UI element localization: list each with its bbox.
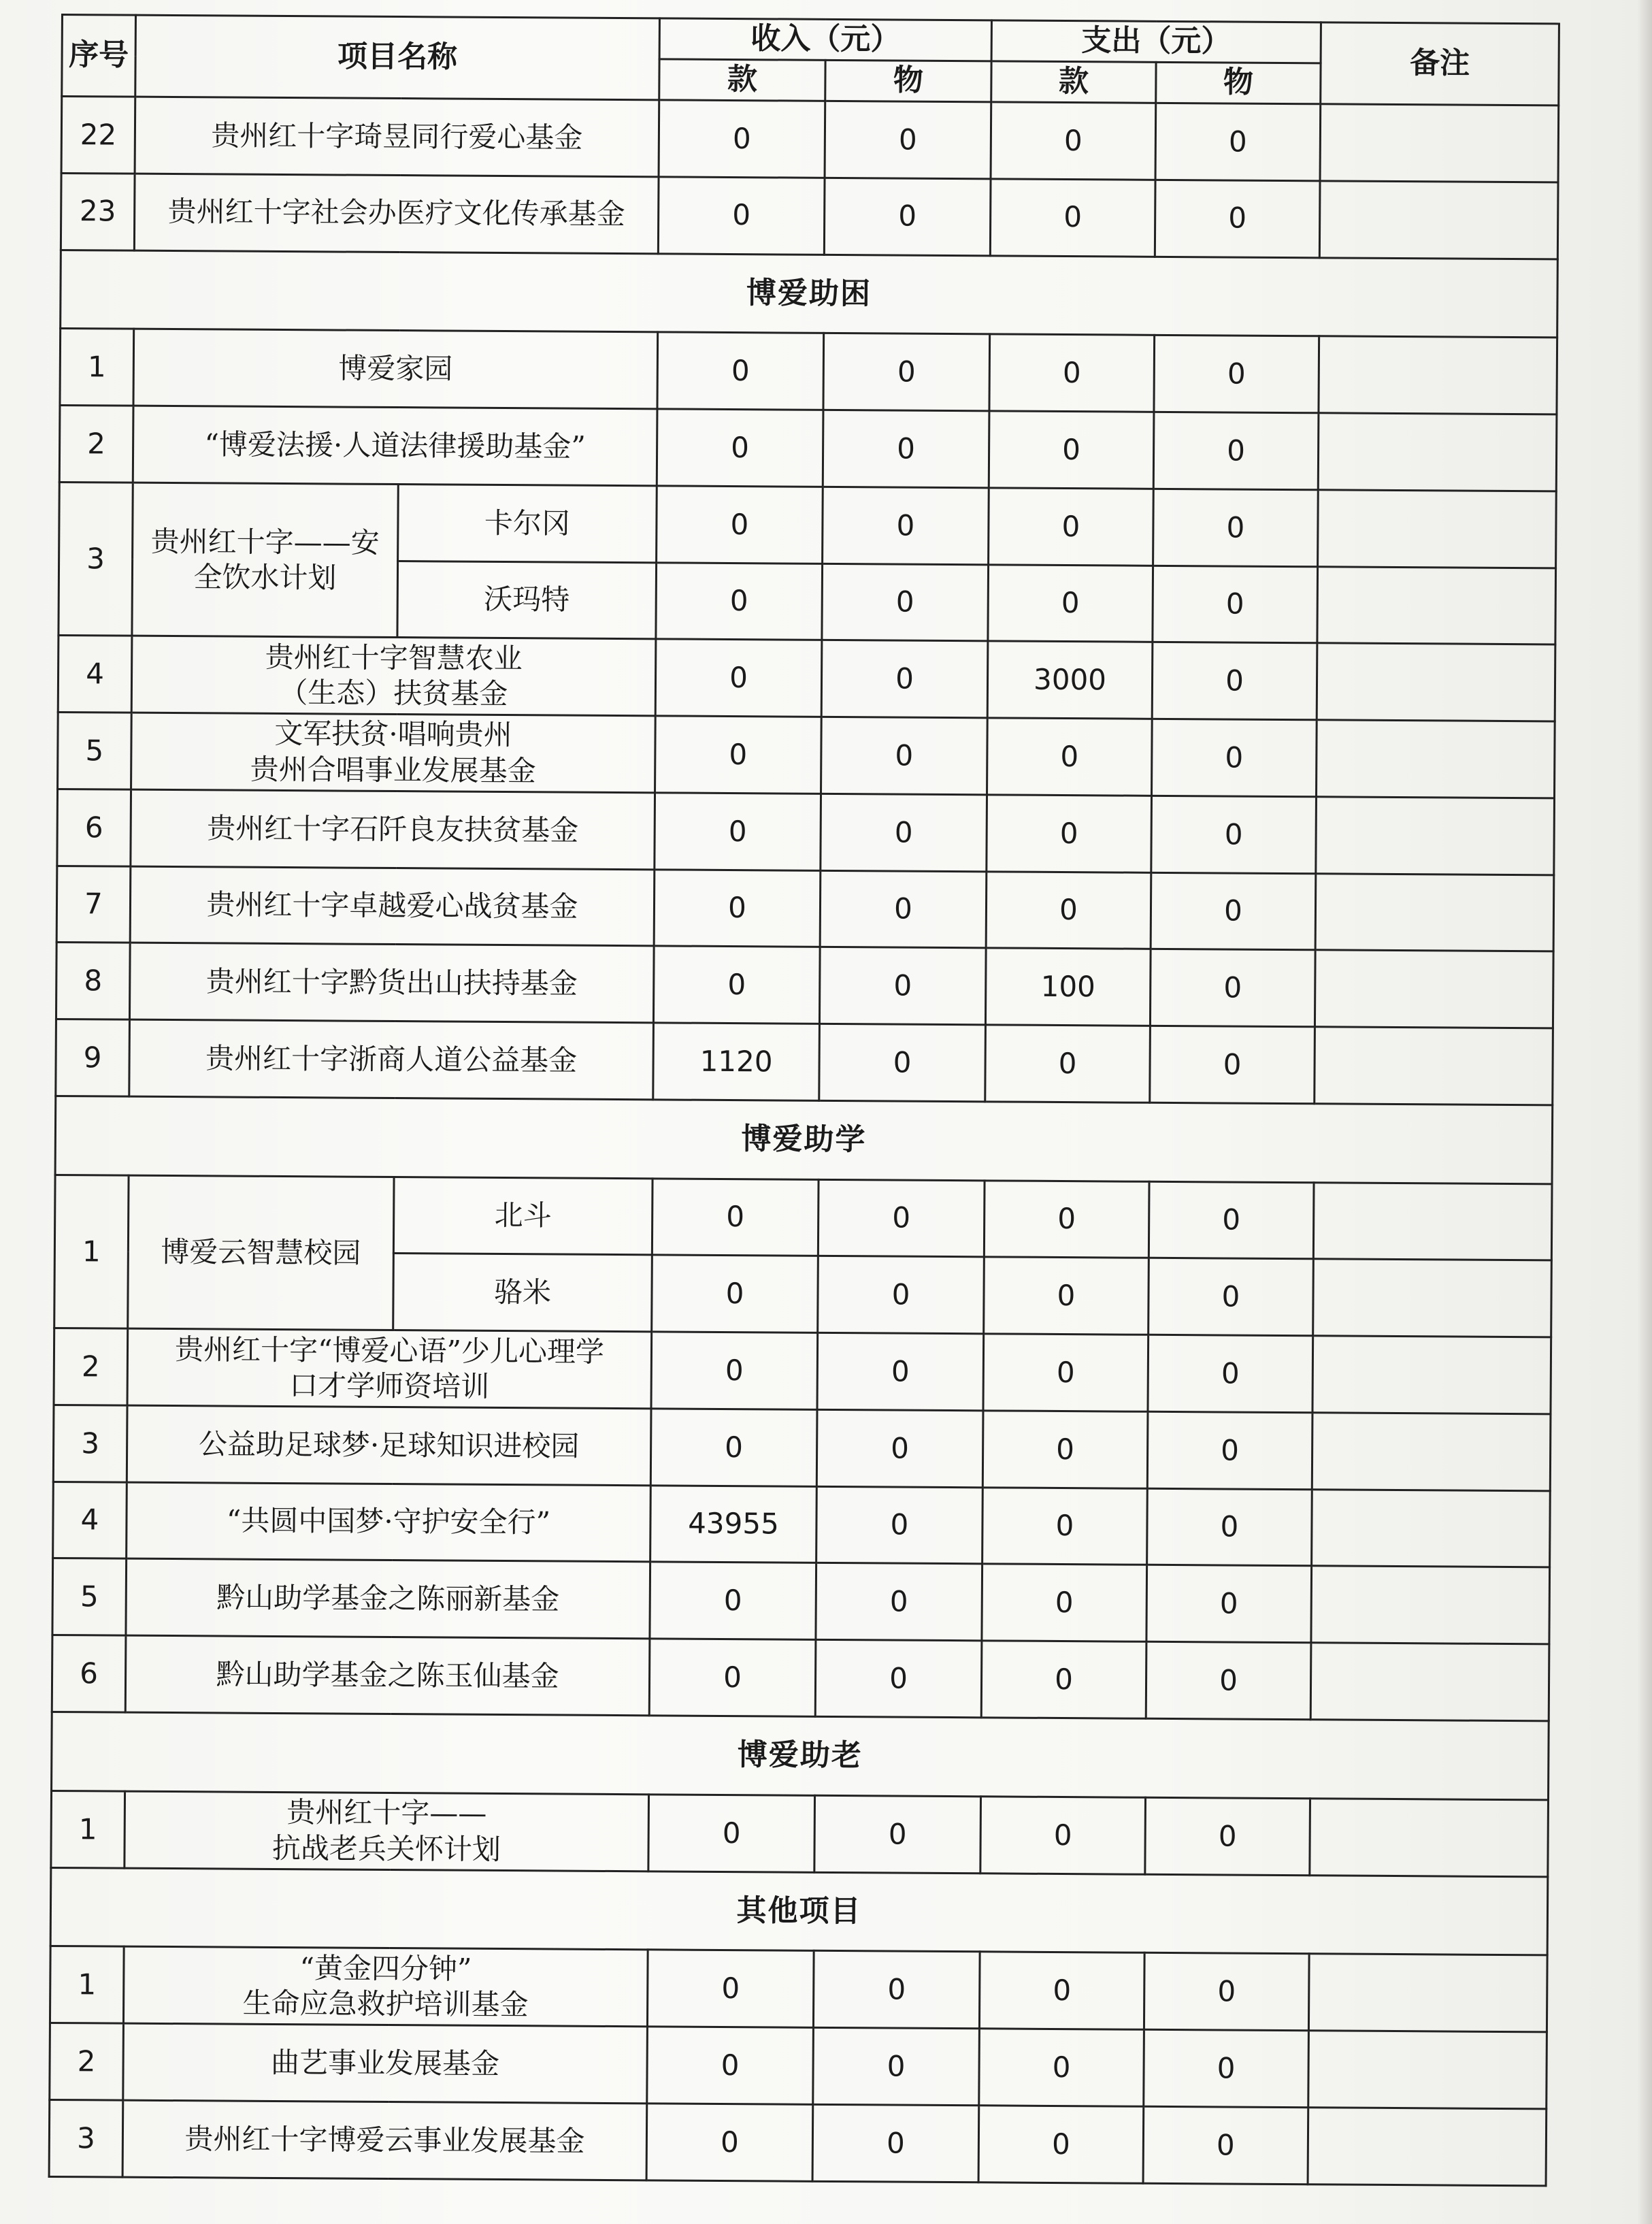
row-seq: 8 [56,943,130,1019]
income-goods: 0 [821,794,987,871]
income-cash: 0 [655,716,822,794]
row-project-name [131,636,656,716]
income-cash: 0 [652,1255,819,1332]
table-row [61,97,1559,182]
row-project-name [123,1947,648,2027]
section-header-poverty [61,250,1558,338]
row-seq: 1 [54,1175,129,1328]
income-goods: 0 [816,1409,983,1487]
remark-cell [1318,413,1557,491]
row-seq: 1 [50,1946,124,2023]
expense-goods: 0 [1151,796,1317,873]
row-seq: 7 [56,866,131,943]
row-project-name: “博爱法援·人道法律援助基金” [133,406,657,485]
row-seq: 3 [59,482,133,636]
name-line-2: 抗战老兵关怀计划 [271,1831,501,1866]
name-line-2: 全饮水计划 [193,560,337,595]
table-row [56,866,1554,951]
row-project-name: 贵州红十字博爱云事业发展基金 [122,2100,647,2180]
expense-goods: 0 [1150,949,1315,1027]
row-seq: 2 [50,2023,124,2100]
expense-goods: 0 [1147,1411,1312,1489]
income-goods: 0 [818,1256,985,1334]
name-line-1: 文军扶贫·唱响贵州 [274,717,512,752]
row-project-name [125,1791,649,1871]
header-income-cash: 款 [659,59,825,101]
sub-project-name: 沃玛特 [397,561,657,639]
table-row [51,1790,1549,1876]
income-goods: 0 [820,870,987,948]
header-income: 收入（元） [659,18,991,61]
expense-cash: 0 [982,1564,1147,1641]
remark-cell [1316,797,1555,875]
remark-cell [1313,1259,1552,1337]
income-goods: 0 [823,487,989,564]
name-line-2: 口才学师资培训 [289,1369,490,1403]
section-title: 博爱助学 [55,1096,1553,1183]
row-project-name [127,1328,652,1408]
header-remark: 备注 [1321,22,1559,105]
table-row [58,713,1555,798]
expense-goods: 0 [1155,180,1320,257]
remark-cell [1308,1954,1547,2032]
expense-goods: 0 [1153,566,1318,643]
remark-cell [1308,2108,1547,2186]
row-project-name: 博爱家园 [133,329,658,409]
expense-cash: 100 [985,948,1151,1026]
income-cash: 0 [651,1332,818,1409]
row-project-name: 黔山助学基金之陈玉仙基金 [125,1635,650,1715]
income-goods: 0 [821,717,988,794]
income-cash: 0 [648,1795,815,1872]
table-row [60,329,1557,414]
income-cash: 0 [654,869,821,947]
row-project-name: 贵州红十字浙商人道公益基金 [129,1019,654,1099]
row-seq: 2 [54,1328,128,1405]
table-row [54,1175,1552,1260]
income-goods: 0 [823,333,990,411]
remark-cell [1311,1566,1550,1644]
remark-cell [1317,566,1556,644]
row-seq: 9 [56,1019,130,1096]
income-goods: 0 [823,410,989,487]
expense-cash: 0 [989,411,1154,489]
table-row [58,636,1555,721]
income-cash: 0 [650,1562,816,1639]
row-project-name: 博爱云智慧校园 [128,1175,394,1330]
row-project-name: 贵州红十字社会办医疗文化传承基金 [134,174,659,253]
expense-cash: 0 [982,1488,1148,1565]
expense-cash: 0 [982,1411,1148,1488]
sub-project-name: 骆米 [393,1254,652,1332]
table-row [53,1482,1551,1567]
table-row [59,482,1557,568]
expense-cash: 0 [988,564,1153,642]
row-seq: 1 [60,329,134,406]
table-row [50,2023,1547,2109]
row-project-name: 贵州红十字琦昱同行爱心基金 [135,97,659,176]
income-cash: 43955 [650,1486,817,1563]
remark-cell [1320,104,1559,182]
row-project-name [132,483,398,638]
expense-cash: 0 [989,334,1155,412]
remark-cell [1312,1336,1551,1414]
row-project-name: 贵州红十字石阡良友扶贫基金 [131,789,655,869]
expense-goods: 0 [1144,2029,1309,2107]
row-project-name: 贵州红十字黔货出山扶持基金 [129,943,654,1023]
income-goods: 0 [825,101,991,178]
income-cash: 0 [657,409,823,487]
header-expense-cash: 款 [991,61,1156,103]
remark-cell [1312,1413,1551,1491]
income-cash: 0 [650,1409,817,1486]
income-cash: 0 [657,332,824,410]
remark-cell [1317,643,1555,721]
row-seq: 6 [57,789,131,866]
expense-goods: 0 [1143,2106,1308,2185]
expense-cash: 0 [991,102,1156,180]
table-row [57,789,1555,874]
section-header-elderly [52,1712,1549,1799]
table-row [52,1558,1550,1644]
name-line-1: 贵州红十字“博爱心语”少儿心理学 [174,1332,605,1369]
income-goods: 0 [821,640,988,718]
income-cash: 0 [652,1179,819,1256]
income-goods: 0 [812,2104,979,2182]
income-cash: 0 [655,793,821,870]
remark-cell [1312,1489,1551,1567]
income-cash: 0 [647,2027,814,2104]
income-goods: 0 [824,178,991,255]
row-seq: 5 [52,1558,127,1635]
expense-goods: 0 [1148,1335,1313,1413]
table-row [54,1328,1551,1414]
section-title: 博爱助老 [52,1712,1549,1799]
row-project-name: 公益助足球梦·足球知识进校园 [127,1405,651,1485]
expense-goods: 0 [1149,1258,1314,1336]
income-cash: 0 [656,562,823,640]
row-seq: 23 [61,173,135,250]
row-project-name: 贵州红十字卓越爱心战贫基金 [130,866,655,946]
sub-project-name: 卡尔冈 [398,484,657,562]
income-cash: 0 [646,2104,813,2182]
expense-cash: 0 [986,871,1151,949]
row-seq: 1 [51,1790,125,1867]
remark-cell [1315,950,1553,1028]
row-seq: 6 [52,1635,126,1712]
header-row-1 [62,15,1559,65]
row-seq: 2 [59,406,133,483]
remark-cell [1319,181,1558,259]
income-goods: 0 [816,1486,983,1564]
expense-cash: 0 [989,488,1154,566]
income-goods: 0 [817,1333,984,1411]
expense-goods: 0 [1151,872,1316,950]
remark-cell [1313,1182,1552,1260]
table-row [50,1946,1547,2032]
row-seq: 5 [58,713,132,789]
expense-goods: 0 [1150,1026,1315,1103]
expense-goods: 0 [1154,336,1319,413]
income-cash: 0 [659,100,825,178]
remark-cell [1318,490,1557,568]
expense-cash: 0 [985,1025,1151,1102]
table-row [59,406,1557,491]
income-cash: 1120 [653,1023,820,1100]
header-income-goods: 物 [825,60,991,101]
remark-cell [1315,873,1554,951]
remark-cell [1308,2031,1547,2109]
page-edge-shadow [1637,0,1652,2224]
expense-goods: 0 [1153,489,1319,566]
name-line-2: 生命应急救护培训基金 [242,1986,529,2022]
table-row [61,173,1558,259]
income-goods: 0 [814,1795,981,1873]
section-title: 其他项目 [50,1867,1548,1955]
row-seq: 4 [53,1482,127,1558]
name-line-1: 贵州红十字—— [286,1795,487,1831]
expense-cash: 0 [987,718,1153,796]
expense-goods: 0 [1146,1642,1311,1720]
income-cash: 0 [649,1639,816,1716]
row-seq: 4 [58,636,132,713]
expense-goods: 0 [1144,1953,1309,2031]
income-goods: 0 [813,2027,980,2105]
name-line-1: 贵州红十字——安 [150,524,380,559]
income-goods: 0 [819,1024,986,1101]
section-title: 博爱助困 [61,250,1558,338]
sub-project-name: 北斗 [393,1177,652,1255]
expense-cash: 0 [990,179,1155,257]
expense-goods: 0 [1145,1797,1310,1875]
remark-cell [1319,336,1557,414]
expense-cash: 0 [984,1181,1149,1258]
name-line-1: 贵州红十字智慧农业 [265,640,523,675]
expense-cash: 0 [987,795,1152,872]
table-row [49,2099,1547,2185]
income-cash: 0 [658,177,825,255]
name-line-2: （生态）扶贫基金 [279,676,508,711]
income-goods: 0 [816,1563,982,1641]
income-cash: 0 [657,486,823,563]
expense-cash: 0 [978,2106,1144,2184]
row-seq: 22 [61,97,135,174]
row-project-name: 曲艺事业发展基金 [123,2023,648,2103]
expense-cash: 0 [980,1797,1146,1874]
expense-goods: 0 [1155,103,1321,180]
name-line-1: “黄金四分钟” [299,1951,472,1986]
table-row [56,1019,1553,1105]
income-goods: 0 [819,947,986,1025]
section-header-other [50,1867,1548,1955]
income-goods: 0 [818,1179,985,1257]
table-row [56,943,1553,1028]
table-row [53,1405,1551,1490]
expense-cash: 0 [981,1641,1146,1718]
expense-goods: 0 [1147,1488,1312,1566]
row-project-name [131,713,656,792]
table-row [52,1635,1549,1721]
header-expense-goods: 物 [1156,62,1321,103]
header-project-name: 项目名称 [135,15,660,100]
income-cash: 0 [653,946,820,1024]
expense-goods: 0 [1146,1565,1312,1643]
income-goods: 0 [813,1951,980,2029]
expense-cash: 0 [979,1952,1144,2029]
expense-goods: 0 [1152,719,1317,796]
remark-cell [1310,1643,1549,1721]
remark-cell [1315,1027,1553,1105]
expense-goods: 0 [1149,1181,1314,1259]
expense-cash: 0 [984,1257,1149,1335]
expense-goods: 0 [1153,412,1319,489]
row-project-name: 黔山助学基金之陈丽新基金 [126,1559,650,1639]
row-project-name: “共圆中国梦·守护安全行” [127,1482,651,1562]
expense-cash: 0 [983,1334,1149,1411]
income-goods: 0 [822,563,989,641]
name-line-2: 贵州合唱事业发展基金 [250,752,536,788]
income-cash: 0 [655,639,822,717]
expense-goods: 0 [1152,642,1317,720]
expense-cash: 3000 [987,641,1153,719]
header-expense: 支出（元） [991,20,1321,63]
finance-table [48,14,1560,2187]
income-cash: 0 [647,1950,814,2027]
row-seq: 3 [49,2099,123,2177]
section-header-study [55,1096,1553,1183]
expense-cash: 0 [979,2029,1144,2106]
row-seq: 3 [53,1405,127,1482]
remark-cell [1317,720,1555,798]
header-seq: 序号 [62,15,136,97]
income-goods: 0 [815,1640,982,1718]
remark-cell [1310,1799,1549,1877]
